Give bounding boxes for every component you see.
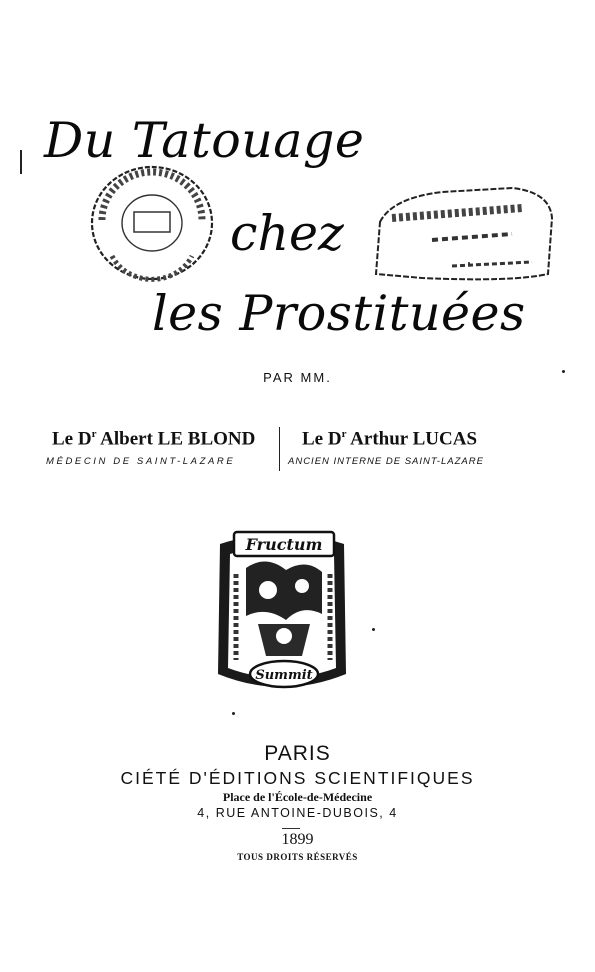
author-divider — [279, 427, 280, 471]
legal-deposit-stamp — [362, 178, 558, 290]
byline: PAR MM. — [263, 370, 332, 385]
scan-speck — [562, 370, 565, 373]
printers-mark-emblem — [206, 524, 358, 704]
scan-speck — [372, 628, 375, 631]
imprint-street: 4, RUE ANTOINE-DUBOIS, 4 — [197, 806, 398, 820]
imprint-place: Place de l'École-de-Médecine — [222, 790, 373, 804]
scan-speck — [468, 262, 470, 264]
imprint-city: PARIS — [264, 742, 331, 765]
imprint-year: 1899 — [281, 831, 314, 848]
title-line-3: les Prostituées — [152, 285, 526, 342]
scan-speck — [232, 712, 235, 715]
title-line-2: chez — [230, 205, 344, 262]
author-2-role: ANCIEN INTERNE DE SAINT-LAZARE — [288, 456, 484, 467]
scan-mark — [20, 150, 22, 174]
emblem-top-text: Fructum — [245, 535, 323, 554]
library-stamp — [86, 160, 218, 286]
author-2-name: Le $D^r$ Arthur LUCAS — [302, 428, 478, 450]
imprint-publisher: CIÉTÉ D'ÉDITIONS SCIENTIFIQUES — [120, 768, 475, 788]
author-1-role: MÉDECIN DE SAINT-LAZARE — [46, 456, 236, 467]
title-line-1: Du Tatouage — [44, 112, 365, 169]
emblem-bottom-text: Summit — [255, 668, 313, 683]
imprint-rights: TOUS DROITS RÉSERVÉS — [237, 852, 358, 862]
author-1-name: Le $D^r$ Albert LE BLOND — [52, 428, 256, 450]
imprint-rule — [282, 828, 300, 829]
